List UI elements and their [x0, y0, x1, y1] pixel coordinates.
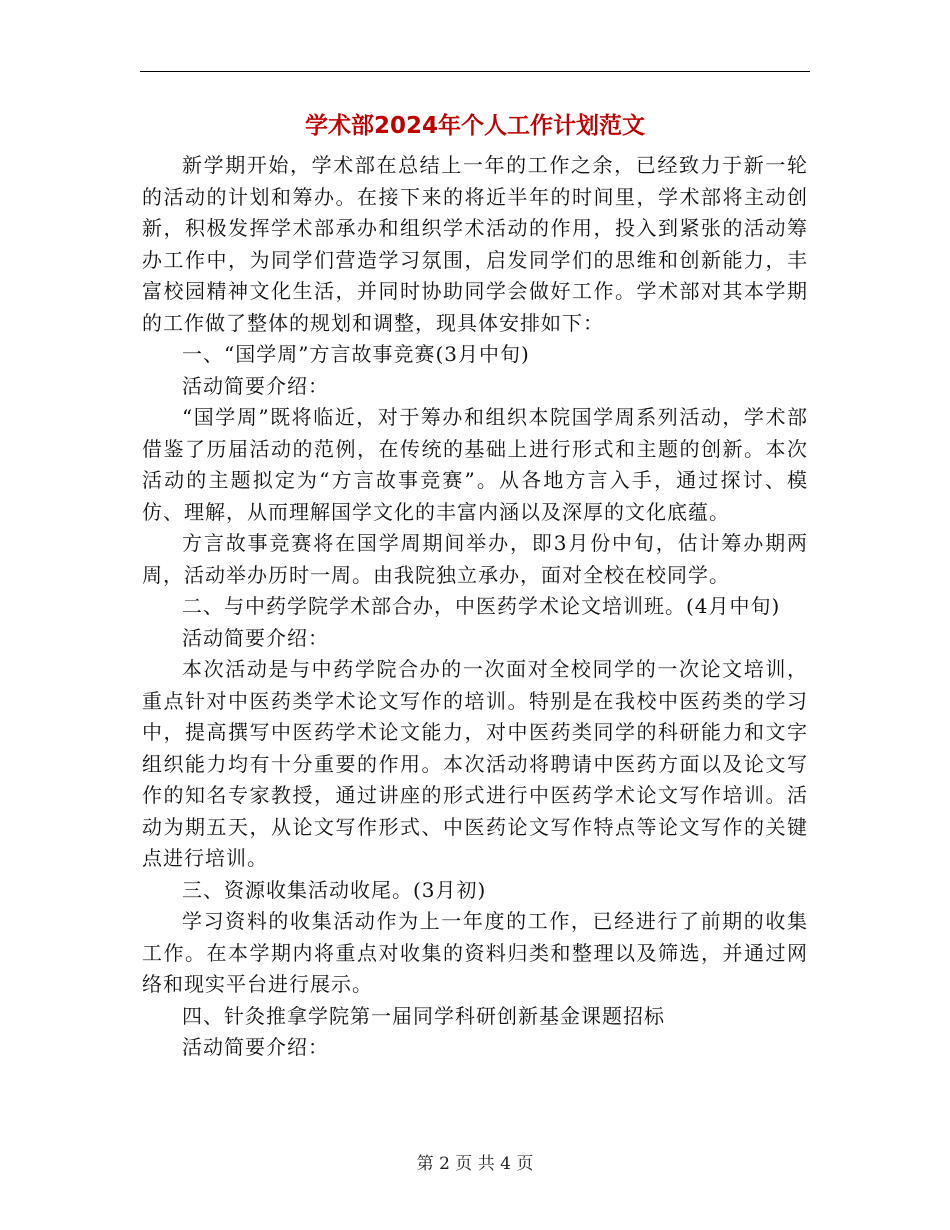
- section-heading-3: 三、资源收集活动收尾。(3月初): [182, 877, 487, 902]
- section-heading-4: 四、针灸推拿学院第一届同学科研创新基金课题招标: [182, 1003, 665, 1028]
- section-heading-2: 二、与中药学院学术部合办，中医药学术论文培训班。(4月中旬): [182, 594, 781, 618]
- activity-intro-label-1: 活动简要介绍：: [182, 373, 329, 398]
- document-title: 学术部2024年个人工作计划范文: [304, 113, 645, 139]
- document-body: [142, 150, 808, 1064]
- paragraph-guoxue-week: “国学周”既将临近，对于筹办和组织本院国学周系列活动，学术部借鉴了历届活动的范例，在传统的基础上进行形式和主题的创新。本次活动的主题拟定为“方言故事竞赛”。从各地方言入手，通过探讨、模仿、理解，从而理解国学文化的丰富内涵以及深厚的文化底蕴。: [142, 405, 808, 524]
- header-rule: [140, 71, 810, 72]
- activity-intro-label-4: 活动简要介绍：: [182, 1035, 329, 1059]
- paragraph-resource-collection: 学习资料的收集活动作为上一年度的工作，已经进行了前期的收集工作。在本学期内将重点对收集的资料归类和整理以及筛选，并通过网络和现实平台进行展示。: [142, 909, 808, 996]
- paragraph-intro: 新学期开始，学术部在总结上一年的工作之余，已经致力于新一轮的活动的计划和筹办。在接下来的将近半年的时间里，学术部将主动创新，积极发挥学术部承办和组织学术活动的作用，投入到紧张的活动筹办工作中，为同学们营造学习氛围，启发同学们的思维和创新能力，丰富校园精神文化生活，并同时协助同学会做好工作。学术部对其本学期的工作做了整体的规划和调整，现具体安排如下：: [142, 153, 808, 335]
- paragraph-dialect-contest: 方言故事竞赛将在国学周期间举办，即3月份中旬，估计筹办期两周，活动举办历时一周。由我院独立承办，面对全校在校同学。: [142, 531, 808, 587]
- activity-intro-label-2: 活动简要介绍：: [182, 625, 329, 650]
- page-footer: 第 2 页 共 4 页: [416, 1154, 534, 1174]
- section-heading-1: 一、“国学周”方言故事竞赛(3月中旬): [182, 342, 530, 366]
- paragraph-paper-training: 本次活动是与中药学院合办的一次面对全校同学的一次论文培训，重点针对中医药类学术论文写作的培训。特别是在我校中医药类的学习中，提高撰写中医药学术论文能力，对中医药类同学的科研能力和文字组织能力均有十分重要的作用。本次活动将聘请中医药方面以及论文写作的知名专家教授，通过讲座的形式进行中医药学术论文写作培训。活动为期五天，从论文写作形式、中医药论文写作特点等论文写作的关键点进行培训。: [142, 657, 808, 870]
